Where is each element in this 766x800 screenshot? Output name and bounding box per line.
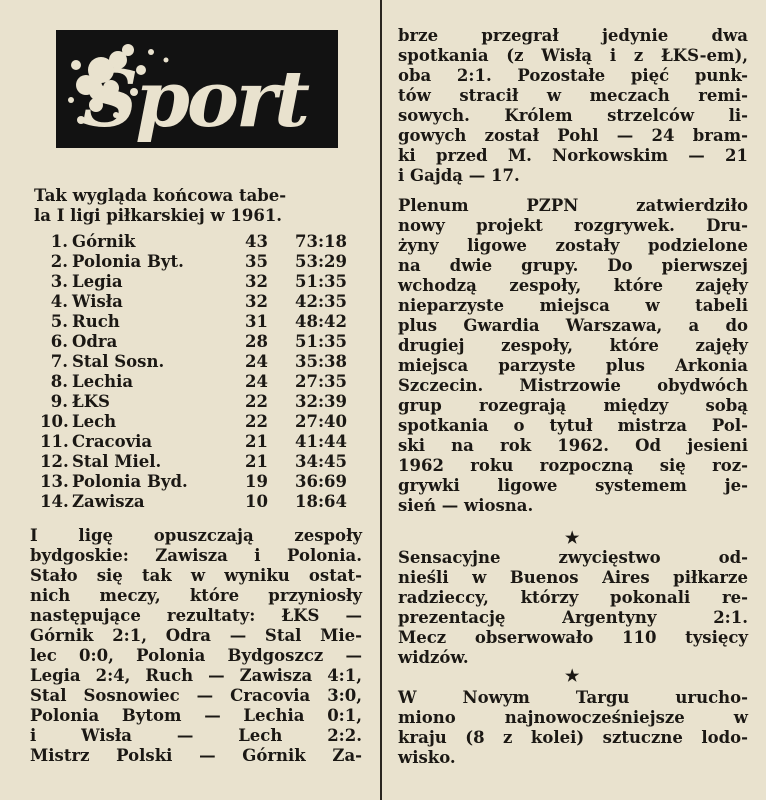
column-rule xyxy=(380,0,382,800)
table-team: Polonia Byd. xyxy=(72,472,188,491)
text-line: lec 0:0, Polonia Bydgoszcz — xyxy=(30,646,362,665)
table-goals: 18:64 xyxy=(295,492,348,511)
table-team: Lech xyxy=(72,412,117,431)
table-position: 4. xyxy=(50,292,68,311)
sport-logo xyxy=(56,30,338,148)
text-line: grywki ligowe systemem je- xyxy=(398,476,748,495)
text-line: Stal Sosnowiec — Cracovia 3:0, xyxy=(30,686,362,705)
table-position: 6. xyxy=(50,332,68,351)
star-separator: ★ xyxy=(565,666,580,685)
text-line: Legia 2:4, Ruch — Zawisza 4:1, xyxy=(30,666,362,685)
text-line: spotkania (z Wisłą i z ŁKS-em), xyxy=(398,46,748,65)
table-position: 7. xyxy=(50,352,68,371)
text-line: następujące rezultaty: ŁKS — xyxy=(30,606,362,625)
text-line: Mecz obserwowało 110 tysięcy xyxy=(398,628,748,647)
text-line: na dwie grupy. Do pierwszej xyxy=(398,256,748,275)
table-team: Stal Miel. xyxy=(72,452,162,471)
table-team: Lechia xyxy=(72,372,134,391)
table-points: 35 xyxy=(245,252,268,271)
text-line: nowy projekt rozgrywek. Dru- xyxy=(398,216,748,235)
text-line: Plenum PZPN zatwierdziło xyxy=(398,196,748,215)
table-goals: 48:42 xyxy=(295,312,348,331)
text-line: sowych. Królem strzelców li- xyxy=(398,106,748,125)
text-line: plus Gwardia Warszawa, a do xyxy=(398,316,748,335)
text-line: żyny ligowe zostały podzielone xyxy=(398,236,748,255)
text-line: prezentację Argentyny 2:1. xyxy=(398,608,748,627)
table-position: 9. xyxy=(50,392,68,411)
table-position: 14. xyxy=(40,492,69,511)
sport-logo-title: Sport xyxy=(82,54,308,145)
table-points: 22 xyxy=(245,412,268,431)
table-points: 21 xyxy=(245,452,268,471)
table-team: Zawisza xyxy=(72,492,145,511)
table-position: 2. xyxy=(50,252,68,271)
text-line: oba 2:1. Pozostałe pięć punk- xyxy=(398,66,748,85)
text-line: miejsca parzyste plus Arkonia xyxy=(398,356,748,375)
table-goals: 51:35 xyxy=(295,332,348,351)
table-goals: 53:29 xyxy=(295,252,348,271)
text-line: wchodzą zespoły, które zajęły xyxy=(398,276,748,295)
table-team: Polonia Byt. xyxy=(72,252,184,271)
table-position: 8. xyxy=(50,372,68,391)
text-line: ki przed M. Norkowskim — 21 xyxy=(398,146,748,165)
text-line: miono najnowocześniejsze w xyxy=(398,708,748,727)
table-points: 43 xyxy=(245,232,268,251)
table-goals: 35:38 xyxy=(295,352,348,371)
text-line: grup rozegrają między sobą xyxy=(398,396,748,415)
text-line: i Wisła — Lech 2:2. xyxy=(30,726,362,745)
text-line: tów stracił w meczach remi- xyxy=(398,86,748,105)
table-points: 32 xyxy=(245,292,268,311)
text-line: drugiej zespoły, które zajęły xyxy=(398,336,748,355)
text-line: I ligę opuszczają zespoły xyxy=(30,526,362,545)
text-line: nich meczy, które przyniosły xyxy=(30,586,362,605)
text-line: widzów. xyxy=(398,648,469,667)
table-points: 31 xyxy=(245,312,268,331)
text-line: nieparzyste miejsca w tabeli xyxy=(398,296,748,315)
star-separator: ★ xyxy=(565,528,580,547)
text-line: Szczecin. Mistrzowie obydwóch xyxy=(398,376,748,395)
text-line: sień — wiosna. xyxy=(398,496,534,515)
table-goals: 42:35 xyxy=(295,292,348,311)
table-position: 5. xyxy=(50,312,68,331)
table-goals: 34:45 xyxy=(295,452,348,471)
table-points: 21 xyxy=(245,432,268,451)
text-line: Polonia Bytom — Lechia 0:1, xyxy=(30,706,362,725)
table-team: Ruch xyxy=(72,312,120,331)
table-points: 24 xyxy=(245,352,268,371)
table-points: 32 xyxy=(245,272,268,291)
table-position: 10. xyxy=(40,412,69,431)
table-goals: 51:35 xyxy=(295,272,348,291)
intro-line: Tak wygląda końcowa tabe- xyxy=(34,186,287,205)
text-line: radzieccy, którzy pokonali re- xyxy=(398,588,748,607)
table-position: 12. xyxy=(40,452,69,471)
table-goals: 36:69 xyxy=(295,472,348,491)
table-points: 22 xyxy=(245,392,268,411)
text-line: W Nowym Targu urucho- xyxy=(398,688,748,707)
text-line: ski na rok 1962. Od jesieni xyxy=(398,436,748,455)
text-line: nieśli w Buenos Aires piłkarze xyxy=(398,568,748,587)
sport-logo-art xyxy=(56,30,338,148)
text-line: Mistrz Polski — Górnik Za- xyxy=(30,746,362,765)
table-position: 11. xyxy=(40,432,69,451)
intro-line: la I ligi piłkarskiej w 1961. xyxy=(34,206,283,225)
table-goals: 73:18 xyxy=(295,232,348,251)
table-team: Legia xyxy=(72,272,123,291)
table-position: 3. xyxy=(50,272,68,291)
table-goals: 32:39 xyxy=(295,392,348,411)
table-points: 19 xyxy=(245,472,268,491)
text-line: Stało się tak w wyniku ostat- xyxy=(30,566,362,585)
table-team: Stal Sosn. xyxy=(72,352,165,371)
text-line: gowych został Pohl — 24 bram- xyxy=(398,126,748,145)
table-points: 10 xyxy=(245,492,268,511)
text-line: Górnik 2:1, Odra — Stal Mie- xyxy=(30,626,362,645)
table-team: Górnik xyxy=(72,232,136,251)
table-goals: 27:40 xyxy=(295,412,348,431)
table-team: Odra xyxy=(72,332,118,351)
text-line: 1962 roku rozpoczną się roz- xyxy=(398,456,748,475)
table-points: 28 xyxy=(245,332,268,351)
table-team: ŁKS xyxy=(72,392,110,411)
text-line: i Gajdą — 17. xyxy=(398,166,520,185)
table-team: Cracovia xyxy=(72,432,153,451)
table-position: 1. xyxy=(50,232,68,251)
table-position: 13. xyxy=(40,472,69,491)
table-team: Wisła xyxy=(72,292,123,311)
text-line: spotkania o tytuł mistrza Pol- xyxy=(398,416,748,435)
table-goals: 27:35 xyxy=(295,372,348,391)
text-line: Sensacyjne zwycięstwo od- xyxy=(398,548,748,567)
text-line: brze przegrał jedynie dwa xyxy=(398,26,748,45)
table-goals: 41:44 xyxy=(295,432,348,451)
text-line: bydgoskie: Zawisza i Polonia. xyxy=(30,546,362,565)
table-points: 24 xyxy=(245,372,268,391)
text-line: kraju (8 z kolei) sztuczne lodo- xyxy=(398,728,748,747)
text-line: wisko. xyxy=(398,748,456,767)
